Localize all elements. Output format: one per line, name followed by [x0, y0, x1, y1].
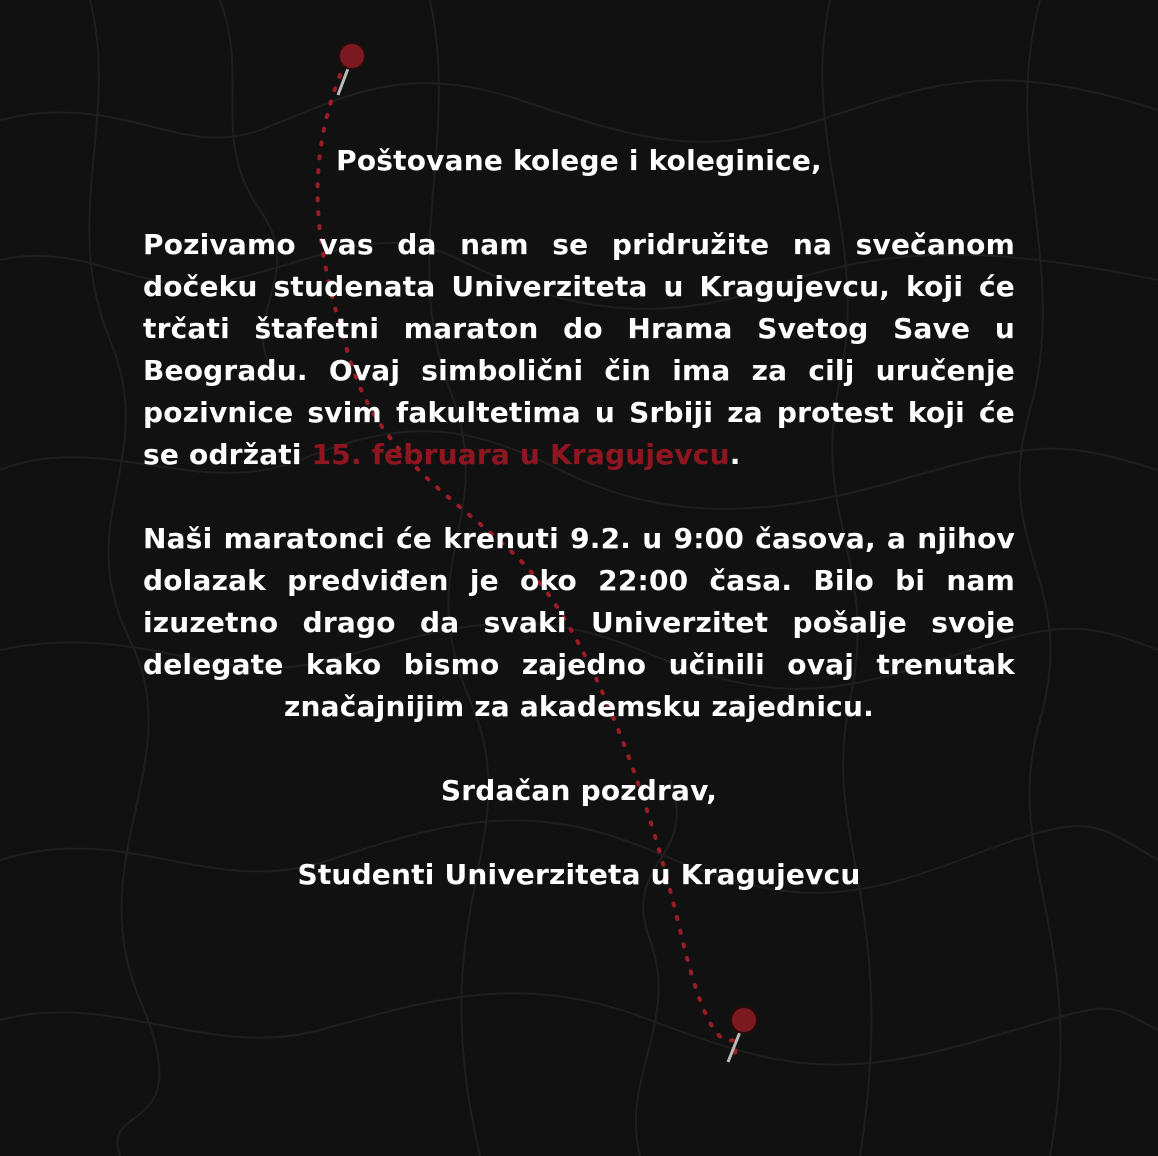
- greeting: Poštovane kolege i koleginice,: [336, 144, 822, 177]
- map-pin-icon: [339, 43, 365, 69]
- invitation-letter: [143, 140, 1015, 896]
- marathon-paragraph: Naši maratonci će krenuti 9.2. u 9:00 časova, a njihov dolazak predviđen je oko 22:00 časa. Bilo bi nam izuzetno drago da svaki Univerzitet pošalje svoje delegate kako bismo zajedno učinili ovaj trenutak značajnijim za akademsku zajednicu.: [143, 522, 1015, 723]
- map-pin-icon: [731, 1007, 757, 1033]
- paragraph-end: .: [729, 438, 741, 471]
- event-date-highlight: 15. februara u Kragujevcu: [311, 438, 730, 471]
- signature: Studenti Univerziteta u Kragujevcu: [297, 858, 861, 891]
- closing: Srdačan pozdrav,: [440, 774, 718, 807]
- start-pin: [338, 43, 365, 95]
- paragraph-text: Pozivamo vas da nam se pridružite na svečanom dočeku studenata Univerziteta u Kragujevcu, koji će trčati štafetni maraton do Hrama Svetog Save u Beogradu. Ovaj simbolični čin ima za cilj uručenje pozivnice svim fakultetima u Srbiji za protest koji će se održati: [143, 228, 1015, 471]
- invitation-paragraph: [143, 224, 1015, 476]
